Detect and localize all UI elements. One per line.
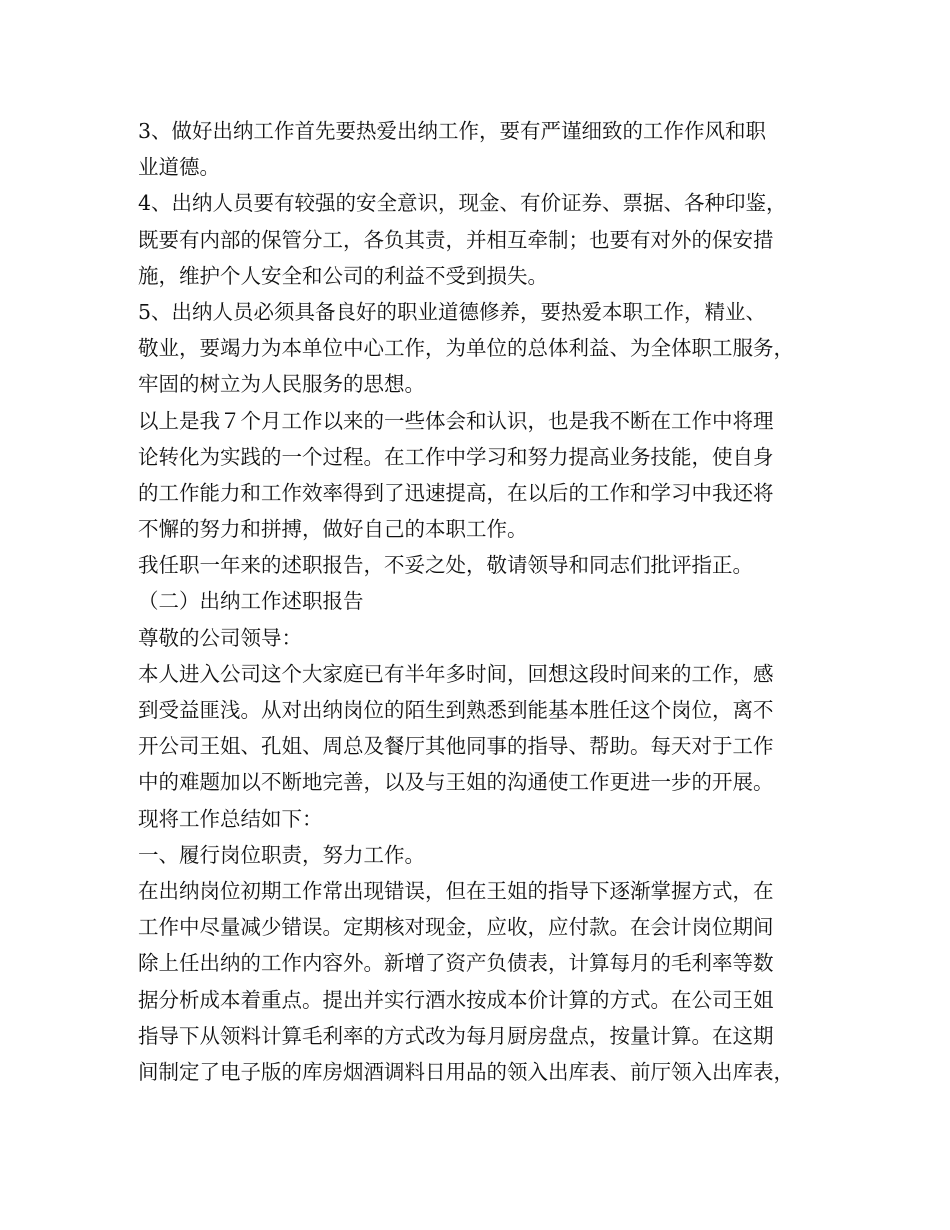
text-line: 以上是我７个月工作以来的一些体会和认识，也是我不断在工作中将理 [138,408,774,433]
text-line: 牢固的树立为人民服务的思想。 [138,372,425,397]
text-line: 论转化为实践的一个过程。在工作中学习和努力提高业务技能，使自身 [138,444,774,469]
text-line: 除上任出纳的工作内容外。新增了资产负债表，计算每月的毛利率等数 [138,951,774,976]
salutation: 尊敬的公司领导： [138,625,302,650]
text-line: 在出纳岗位初期工作常出现错误，但在王姐的指导下逐渐掌握方式，在 [138,878,774,903]
text-line: 现将工作总结如下： [138,806,323,831]
text-line: 3、做好出纳工作首先要热爱出纳工作，要有严谨细致的工作作风和职 [138,119,767,143]
text-line: 敬业，要竭力为本单位中心工作，为单位的总体利益、为全体职工服务， [138,336,794,361]
text-line: 我任职一年来的述职报告，不妥之处，敬请领导和同志们批评指正。 [138,553,753,578]
text-line: 5、出纳人员必须具备良好的职业道德修养，要热爱本职工作，精业、 [138,299,767,324]
text-line: 本人进入公司这个大家庭已有半年多时间，回想这段时间来的工作，感 [138,661,774,686]
text-line: 工作中尽量减少错误。定期核对现金，应收，应付款。在会计岗位期间 [138,915,774,940]
text-line: 到受益匪浅。从对出纳岗位的陌生到熟悉到能基本胜任这个岗位，离不 [138,698,774,722]
text-line: 中的难题加以不断地完善，以及与王姐的沟通使工作更进一步的开展。 [138,770,774,795]
text-line: 开公司王姐、孔姐、周总及餐厅其他同事的指导、帮助。每天对于工作 [138,734,774,759]
section-heading: （二）出纳工作述职报告 [138,589,364,614]
text-line: 据分析成本着重点。提出并实行酒水按成本价计算的方式。在公司王姐 [138,987,774,1012]
text-line: 业道德。 [138,155,220,180]
text-line: 指导下从领料计算毛利率的方式改为每月厨房盘点，按量计算。在这期 [138,1023,774,1048]
document-body [138,113,838,1090]
text-line: 4、出纳人员要有较强的安全意识，现金、有价证券、票据、各种印鉴， [138,191,787,216]
text-line: 施，维护个人安全和公司的利益不受到损失。 [138,263,548,288]
text-line: 不懈的努力和拼搏，做好自己的本职工作。 [138,517,528,542]
text-line: 既要有内部的保管分工，各负其责，并相互牵制；也要有对外的保安措 [138,227,774,252]
text-line: 间制定了电子版的库房烟酒调料日用品的领入出库表、前厅领入出库表， [138,1059,794,1084]
subsection-heading: 一、履行岗位职责，努力工作。 [138,842,425,867]
text-line: 的工作能力和工作效率得到了迅速提高，在以后的工作和学习中我还将 [138,480,774,505]
